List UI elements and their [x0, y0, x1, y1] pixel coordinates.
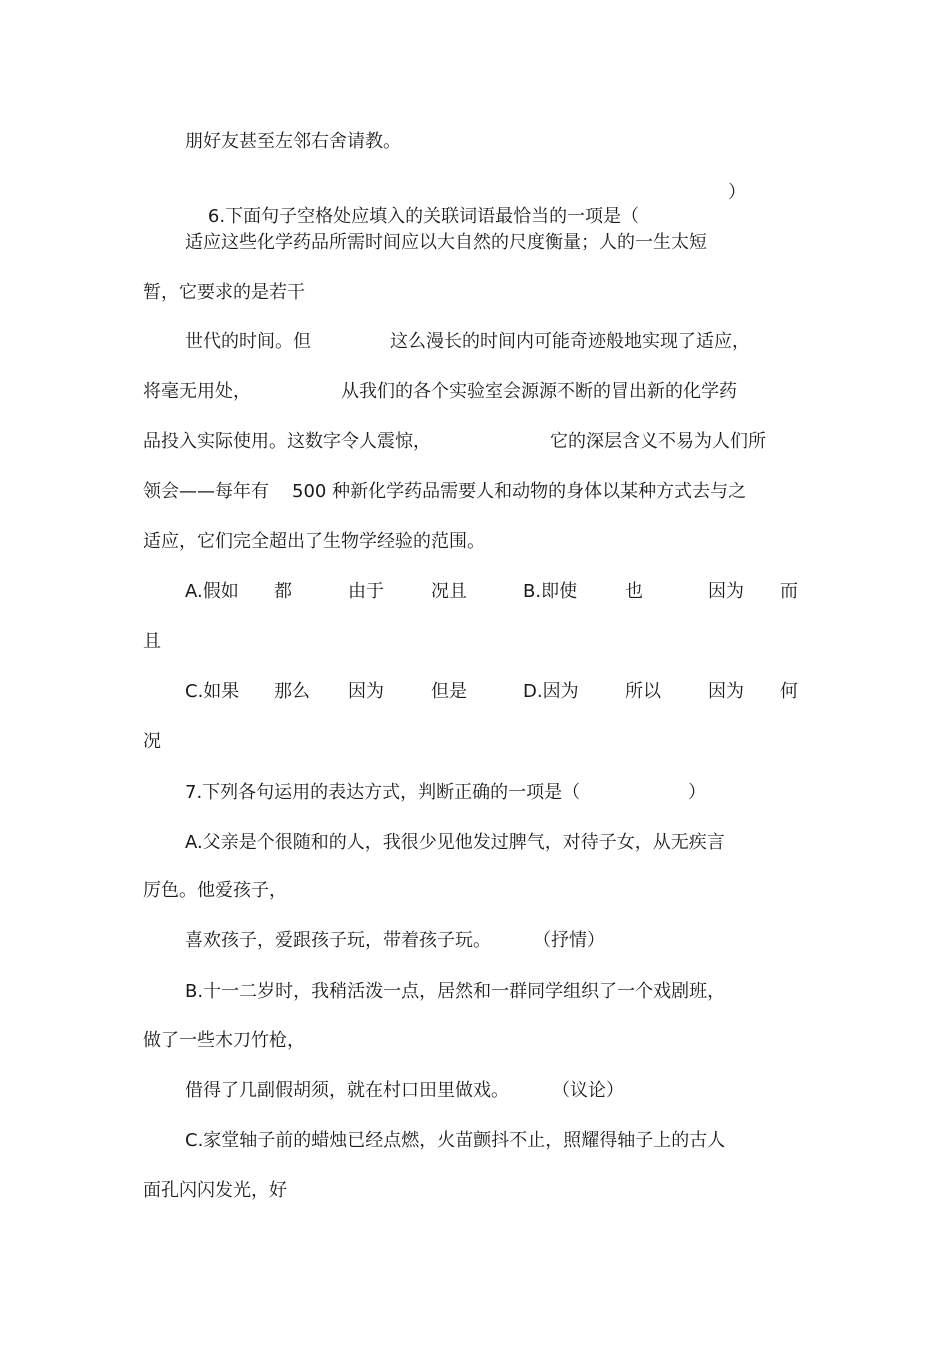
text-line: 这么漫长的时间内可能奇迹般地实现了适应， — [390, 331, 750, 352]
option-d-label: D.因为 — [523, 681, 579, 702]
option-d-word: 况 — [143, 731, 161, 752]
text-line: B.十一二岁时，我稍活泼一点，居然和一群同学组织了一个戏剧班， — [185, 981, 726, 1002]
option-c-word: 因为 — [348, 681, 384, 702]
text-line: 领会——每年有 — [143, 481, 269, 502]
text-line: 从我们的各个实验室会源源不断的冒出新的化学药 — [341, 381, 737, 402]
option-d-word: 何 — [780, 681, 798, 702]
text-line: A.父亲是个很随和的人，我很少见他发过脾气，对待子女，从无疾言 — [185, 832, 725, 853]
option-a-word: 都 — [274, 581, 292, 602]
text-line: 做了一些木刀竹枪， — [143, 1030, 305, 1051]
text-line: 厉色。他爱孩子， — [143, 880, 287, 901]
text-line: 适应，它们完全超出了生物学经验的范围。 — [143, 531, 485, 552]
text-line: （抒情） — [533, 930, 605, 951]
text-line: 暂，它要求的是若干 — [143, 282, 305, 303]
option-b-label: B.即使 — [523, 581, 578, 602]
option-c-word: 但是 — [431, 681, 467, 702]
text-line: 喜欢孩子，爱跟孩子玩，带着孩子玩。 — [185, 930, 491, 951]
text-line: 借得了几副假胡须，就在村口田里做戏。 — [185, 1080, 509, 1101]
question-6-close: ） — [728, 182, 746, 203]
option-c-label: C.如果 — [185, 681, 240, 702]
option-a-word: 况且 — [431, 581, 467, 602]
option-d-word: 所以 — [625, 681, 661, 702]
option-a-word: 由于 — [348, 581, 384, 602]
option-d-word: 因为 — [708, 681, 744, 702]
question-6-text: 6.下面句子空格处应填入的关联词语最恰当的一项是（ — [207, 206, 640, 227]
text-line: 500 种新化学药品需要人和动物的身体以某种方式去与之 — [292, 481, 747, 502]
option-b-word: 且 — [143, 631, 161, 652]
text-line: 朋好友甚至左邻右舍请教。 — [185, 131, 401, 152]
option-b-word: 因为 — [708, 581, 744, 602]
text-line: （议论） — [552, 1080, 624, 1101]
option-a-label: A.假如 — [185, 581, 239, 602]
text-line: 将毫无用处， — [143, 381, 251, 402]
text-line: 面孔闪闪发光，好 — [143, 1180, 287, 1201]
text-line: 它的深层含义不易为人们所 — [550, 431, 766, 452]
question-7-text: 7.下列各句运用的表达方式，判断正确的一项是（ — [185, 782, 581, 803]
question-7-close: ） — [688, 782, 706, 803]
text-line: 世代的时间。但 — [185, 331, 311, 352]
option-b-word: 而 — [780, 581, 798, 602]
text-line: 品投入实际使用。这数字令人震惊， — [143, 431, 431, 452]
option-c-word: 那么 — [274, 681, 310, 702]
text-line: 适应这些化学药品所需时间应以大自然的尺度衡量；人的一生太短 — [185, 232, 707, 253]
text-line: C.家堂轴子前的蜡烛已经点燃，火苗颤抖不止，照耀得轴子上的古人 — [185, 1130, 726, 1151]
option-b-word: 也 — [625, 581, 643, 602]
